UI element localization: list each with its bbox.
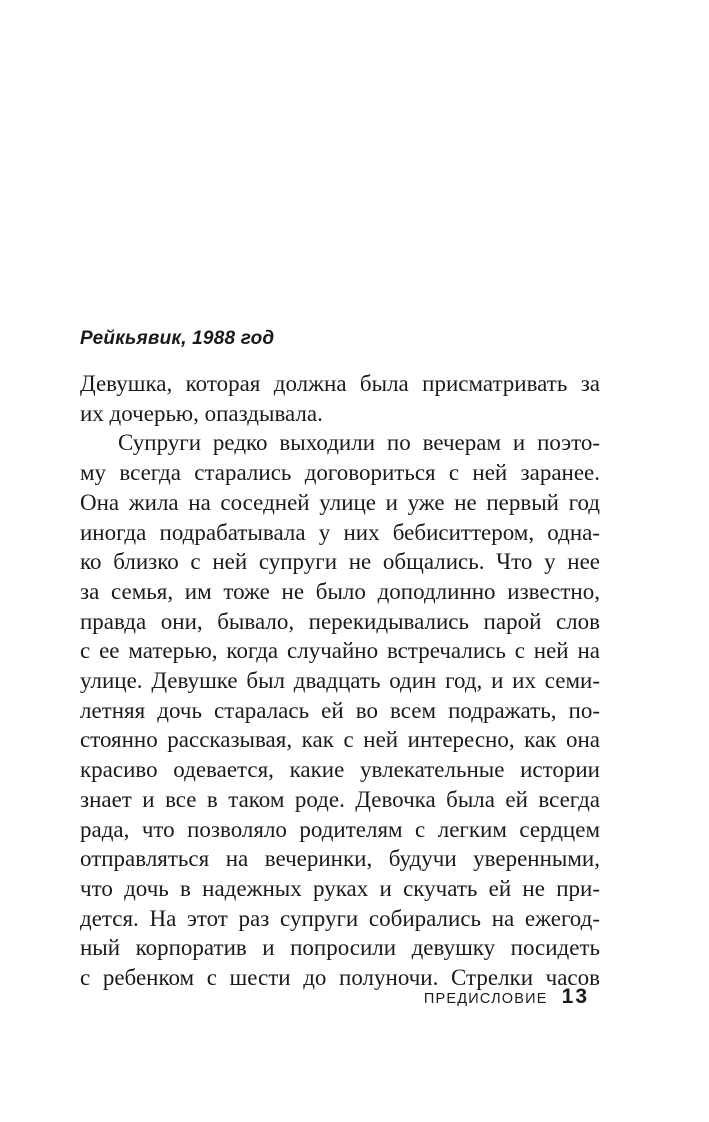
text-line: му всегда старались договориться с ней заранее.	[80, 460, 600, 486]
text-line: с ребенком с шести до полуночи. Стрелки часов	[80, 965, 600, 991]
text-line: знает и все в таком роде. Девочка была ей всегда	[80, 786, 600, 812]
text-line: летняя дочь старалась ей во всем подражать, по-	[80, 697, 600, 723]
running-section-title: ПРЕДИСЛОВИЕ	[423, 991, 548, 1007]
text-line: красиво одевается, какие увлекательные истории	[80, 757, 600, 783]
text-line: рада, что позволяло родителям с легким сердцем	[80, 816, 600, 842]
text-line: Супруги редко выходили по вечерам и поэто-	[118, 430, 600, 456]
text-line: улице. Девушке был двадцать один год, и их семи-	[80, 668, 600, 694]
page-number: 13	[561, 985, 589, 1008]
text-line: отправляться на вечеринки, будучи уверенными,	[80, 846, 600, 872]
text-line: правда они, бывало, перекидывались парой слов	[80, 608, 600, 634]
body-text	[80, 369, 600, 993]
text-line: ный корпоратив и попросили девушку посидеть	[80, 935, 600, 961]
text-line: ко близко с ней супруги не общались. Что у нее	[80, 549, 600, 575]
text-line: Девушка, которая должна была присматривать за	[80, 371, 600, 396]
text-line: Она жила на соседней улице и уже не первый год	[80, 489, 600, 515]
text-line: с ее матерью, когда случайно встречались с ней на	[80, 638, 600, 664]
chapter-heading: Рейкьявик, 1988 год	[80, 328, 275, 349]
text-line: иногда подрабатывала у них бебиситтером, одна-	[80, 519, 600, 545]
text-line: стоянно рассказывая, как с ней интересно, как она	[80, 727, 600, 753]
page-footer	[424, 985, 589, 1009]
text-line: их дочерью, опаздывала.	[80, 400, 323, 426]
text-line: что дочь в надежных руках и скучать ей не при-	[80, 875, 600, 901]
text-line: дется. На этот раз супруги собирались на ежегод-	[80, 905, 600, 931]
text-line: за семья, им тоже не было доподлинно известно,	[80, 578, 600, 604]
